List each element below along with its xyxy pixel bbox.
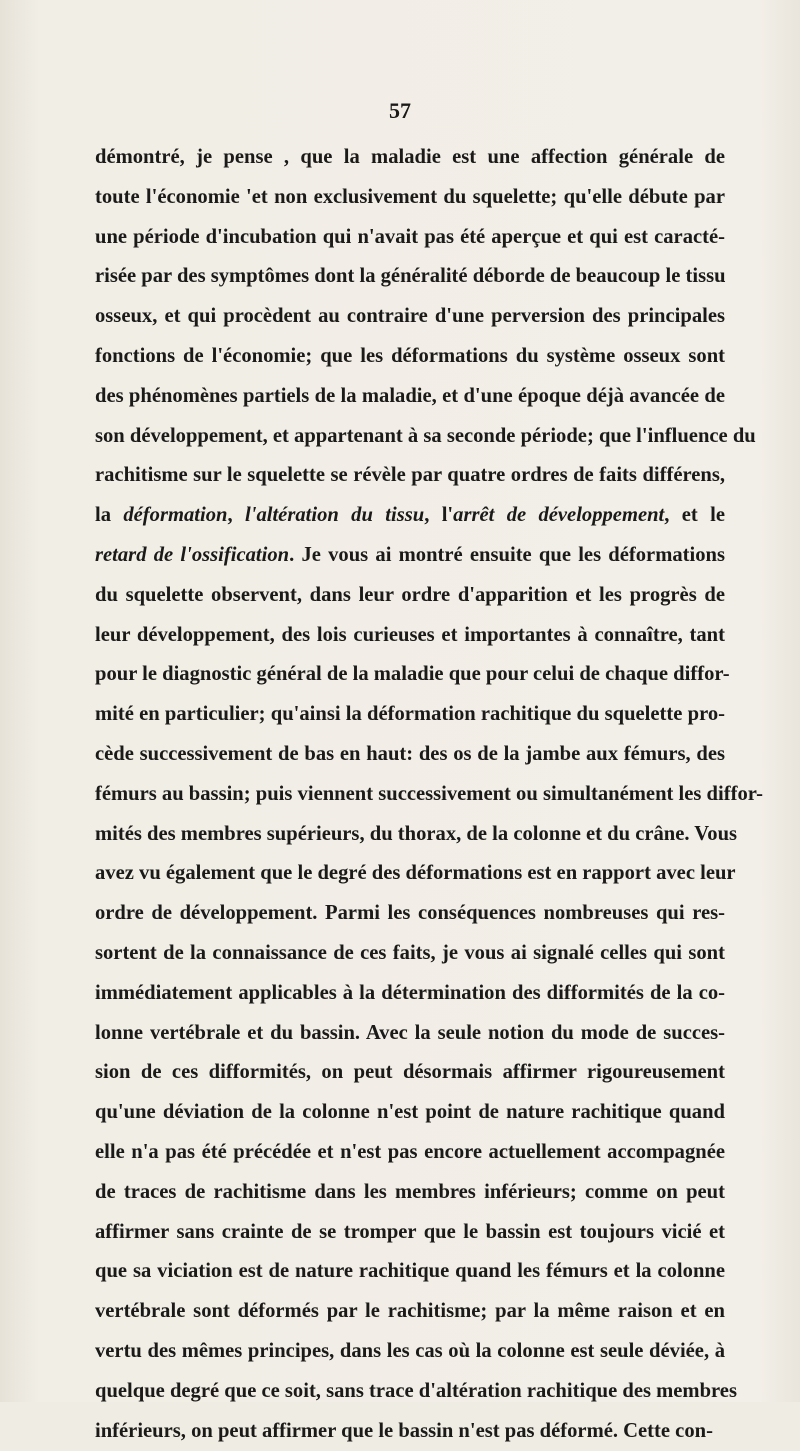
text-segment: risée par des symptômes dont la généralité déborde de beaucoup le tissu [95, 265, 726, 287]
text-line [95, 974, 725, 1014]
text-segment: fémurs au bassin; puis viennent successivement ou simultanément les diffor- [95, 783, 763, 805]
text-line [95, 218, 725, 258]
text-segment: de traces de rachitisme dans les membres inférieurs; comme on peut [95, 1181, 725, 1203]
text-segment: des phénomènes partiels de la maladie, et d'une époque déjà avancée de [95, 385, 725, 407]
italic-text: retard de l'ossification [95, 544, 289, 566]
text-line [95, 456, 725, 496]
text-segment: mité en particulier; qu'ainsi la déformation rachitique du squelette pro- [95, 703, 725, 725]
text-segment: avez vu également que le degré des déformations est en rapport avec leur [95, 862, 736, 884]
text-segment: leur développement, des lois curieuses et importantes à connaître, tant [95, 624, 725, 646]
text-line [95, 1053, 725, 1093]
text-line [95, 854, 725, 894]
text-line [95, 1412, 725, 1451]
text-segment: , l' [424, 504, 453, 526]
text-line [95, 1133, 725, 1173]
text-line [95, 1213, 725, 1253]
text-segment: cède successivement de bas en haut: des os de la jambe aux fémurs, des [95, 743, 725, 765]
text-line [95, 735, 725, 775]
text-line [95, 1093, 725, 1133]
text-segment: pour le diagnostic général de la maladie que pour celui de chaque diffor- [95, 663, 730, 685]
italic-text: déformation [123, 504, 227, 526]
text-segment: que sa viciation est de nature rachitique quand les fémurs et la colonne [95, 1260, 725, 1282]
page-number: 57 [0, 98, 800, 124]
text-segment: vertébrale sont déformés par le rachitisme; par la même raison et en [95, 1300, 725, 1322]
text-line [95, 1173, 725, 1213]
text-line [95, 178, 725, 218]
text-segment: mités des membres supérieurs, du thorax, de la colonne et du crâne. Vous [95, 823, 737, 845]
text-line [95, 1252, 725, 1292]
text-segment: fonctions de l'économie; que les déformations du système osseux sont [95, 345, 725, 367]
text-segment: la [95, 504, 123, 526]
text-segment: lonne vertébrale et du bassin. Avec la seule notion du mode de succes- [95, 1022, 725, 1044]
text-segment: vertu des mêmes principes, dans les cas où la colonne est seule déviée, à [95, 1340, 725, 1362]
text-line [95, 496, 725, 536]
text-segment: sion de ces difformités, on peut désormais affirmer rigoureusement [95, 1061, 725, 1083]
text-segment: quelque degré que ce soit, sans trace d'altération rachitique des membres [95, 1380, 737, 1402]
text-segment: . Je vous ai montré ensuite que les déformations [289, 544, 725, 566]
text-line [95, 655, 725, 695]
text-line [95, 297, 725, 337]
text-line [95, 138, 725, 178]
text-line [95, 894, 725, 934]
text-line [95, 257, 725, 297]
text-segment: immédiatement applicables à la détermination des difformités de la co- [95, 982, 725, 1004]
text-segment: rachitisme sur le squelette se révèle par quatre ordres de faits différens, [95, 464, 725, 486]
text-line [95, 1292, 725, 1332]
text-segment: inférieurs, on peut affirmer que le bassin n'est pas déformé. Cette con- [95, 1420, 713, 1442]
text-segment: qu'une déviation de la colonne n'est point de nature rachitique quand [95, 1101, 725, 1123]
text-line [95, 1332, 725, 1372]
text-segment: , et le [664, 504, 725, 526]
text-line [95, 377, 725, 417]
text-segment: toute l'économie 'et non exclusivement du squelette; qu'elle débute par [95, 186, 725, 208]
text-segment: du squelette observent, dans leur ordre d'apparition et les progrès de [95, 584, 725, 606]
text-line [95, 337, 725, 377]
text-line [95, 417, 725, 457]
text-segment: elle n'a pas été précédée et n'est pas encore actuellement accompagnée [95, 1141, 725, 1163]
text-segment: osseux, et qui procèdent au contraire d'une perversion des principales [95, 305, 725, 327]
text-line [95, 576, 725, 616]
text-segment: sortent de la connaissance de ces faits, je vous ai signalé celles qui sont [95, 942, 725, 964]
text-line [95, 1372, 725, 1412]
text-segment: ordre de développement. Parmi les conséquences nombreuses qui res- [95, 902, 725, 924]
text-segment: , [228, 504, 246, 526]
italic-text: l'altération du tissu [245, 504, 424, 526]
text-line [95, 775, 725, 815]
text-segment: une période d'incubation qui n'avait pas été aperçue et qui est caracté- [95, 226, 725, 248]
text-line [95, 536, 725, 576]
text-segment: affirmer sans crainte de se tromper que le bassin est toujours vicié et [95, 1221, 725, 1243]
text-line [95, 1014, 725, 1054]
text-line [95, 695, 725, 735]
text-line [95, 934, 725, 974]
body-text [95, 138, 725, 1451]
text-line [95, 815, 725, 855]
text-segment: démontré, je pense , que la maladie est une affection générale de [95, 146, 725, 168]
italic-text: arrêt de développement [453, 504, 664, 526]
text-segment: son développement, et appartenant à sa seconde période; que l'influence du [95, 425, 756, 447]
text-line [95, 616, 725, 656]
